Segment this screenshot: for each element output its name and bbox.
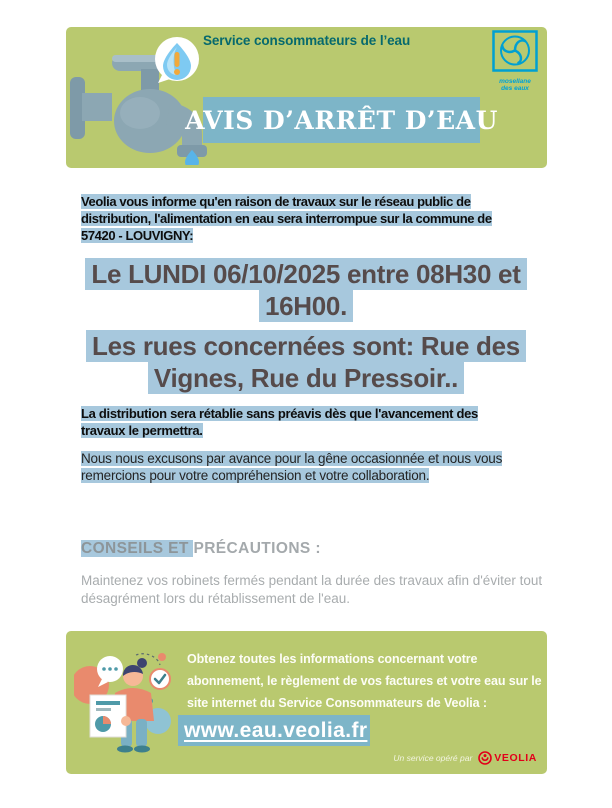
footer-banner	[66, 631, 547, 774]
footer-info-text	[187, 648, 542, 714]
operated-by-label: Un service opéré par	[393, 753, 473, 763]
advice-heading-highlight: CONSEILS ET	[81, 540, 194, 557]
intro-paragraph	[81, 193, 492, 244]
notice-title: AVIS D’ARRÊT D’EAU	[185, 105, 498, 135]
restore-line-2: travaux le permettra.	[81, 422, 203, 438]
advice-heading	[81, 540, 321, 558]
veolia-logo	[478, 751, 537, 765]
mosellane-logo-line1: mosellane	[499, 78, 531, 85]
intro-line-3: 57420 - LOUVIGNY:	[81, 228, 194, 243]
website-url-link[interactable]: www.eau.veolia.fr	[184, 718, 368, 742]
mosellane-logo-icon	[492, 30, 538, 72]
outage-date-line-2: 16H00.	[259, 290, 353, 322]
header-banner	[66, 27, 547, 168]
veolia-logo-text: VEOLIA	[494, 752, 537, 764]
website-url-box	[178, 715, 370, 746]
outage-date-line-1: Le LUNDI 06/10/2025 entre 08H30 et	[85, 258, 526, 290]
footer-info-line-1: Obtenez toutes les informations concernant votre	[187, 652, 478, 666]
restore-paragraph	[81, 406, 478, 439]
intro-line-1: Veolia vous informe qu'en raison de travaux sur le réseau public de	[81, 194, 471, 209]
mosellane-des-eaux-logo	[490, 30, 540, 92]
apology-paragraph	[81, 450, 502, 484]
outage-date-heading	[0, 258, 612, 322]
water-alert-icon	[150, 35, 202, 87]
streets-heading	[0, 330, 612, 394]
restore-line-1: La distribution sera rétablie sans préavis dès que l'avancement des	[81, 406, 478, 421]
footer-info-line-2: abonnement, le règlement de vos factures et votre eau sur le	[187, 674, 542, 688]
mosellane-logo-line2: des eaux	[501, 85, 529, 92]
advice-paragraph	[81, 572, 542, 607]
apology-line-2: remercions pour votre compréhension et votre collaboration.	[81, 468, 430, 483]
operated-by-row	[393, 751, 537, 765]
veolia-logo-icon	[478, 751, 492, 765]
advice-line-2: désagrément lors du rétablissement de l'eau.	[81, 590, 350, 606]
streets-line-1: Les rues concernées sont: Rue des	[86, 330, 526, 362]
person-illustration	[74, 649, 186, 759]
advice-heading-rest: PRÉCAUTIONS :	[193, 540, 321, 557]
advice-line-1: Maintenez vos robinets fermés pendant la durée des travaux afin d'éviter tout	[81, 573, 543, 588]
streets-line-2: Vignes, Rue du Pressoir..	[148, 362, 464, 394]
notice-title-box	[185, 97, 498, 143]
intro-line-2: distribution, l'alimentation en eau sera interrompue sur la commune de	[81, 211, 492, 226]
footer-info-line-3: site internet du Service Consommateurs de Veolia :	[187, 696, 487, 710]
service-label: Service consommateurs de l’eau	[203, 33, 411, 48]
apology-line-1: Nous nous excusons par avance pour la gêne occasionnée et nous vous	[81, 451, 503, 466]
